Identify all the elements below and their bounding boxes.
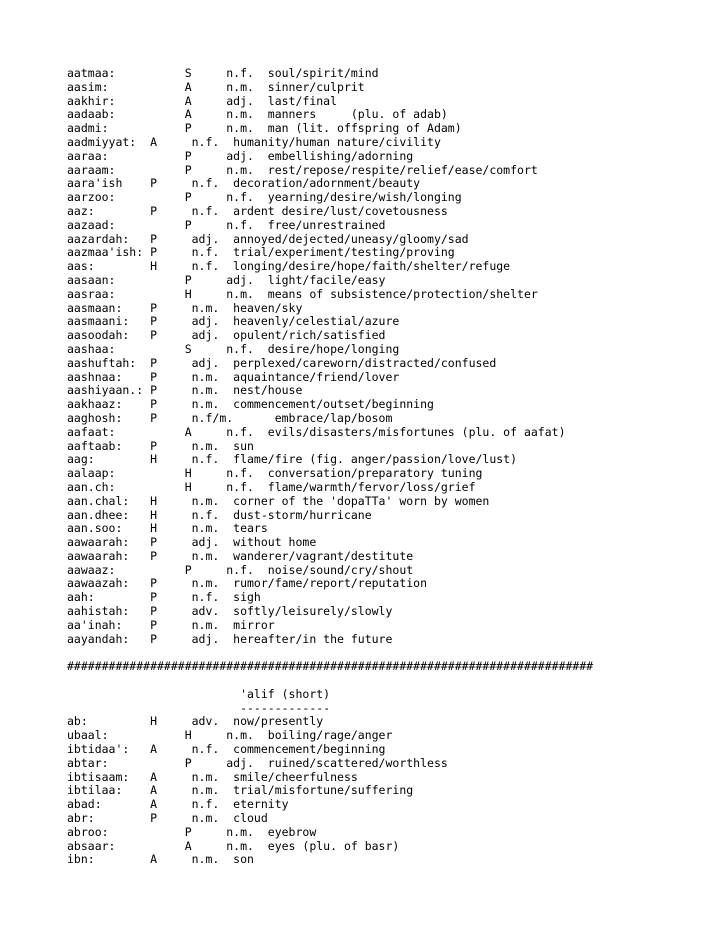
entry-aashiyaan: aashiyaan.: P n.m. nest/house [67, 383, 303, 398]
entry-aazmaaish: aazmaa'ish: P n.f. trial/experiment/testing/proving [67, 245, 455, 260]
entry-aakhaaz: aakhaaz: P n.m. commencement/outset/beginning [67, 397, 434, 412]
entry-aadmi: aadmi: P n.m. man (lit. offspring of Adam) [67, 121, 462, 136]
blank-line [67, 674, 667, 688]
entry-aasim: aasim: A n.m. sinner/culprit [67, 79, 365, 94]
entry-aasoodah: aasoodah: P adj. opulent/rich/satisfied [67, 328, 386, 343]
entry-aakhir: aakhir: A adj. last/final [67, 93, 338, 108]
entry-aaftaab: aaftaab: P n.m. sun [67, 438, 254, 453]
entry-aadmiyyat: aadmiyyat: A n.f. humanity/human nature/civility [67, 134, 441, 149]
entry-aawaarah-noun: aawaarah: P n.m. wanderer/vagrant/destitute [67, 548, 414, 563]
entry-aahistah: aahistah: P adv. softly/leisurely/slowly [67, 604, 393, 619]
entry-aadaab: aadaab: A n.m. manners (plu. of adab) [67, 107, 448, 122]
blank-line [67, 646, 667, 660]
entry-abr: abr: P n.m. cloud [67, 811, 268, 826]
entry-aaraaish: aara'ish P n.f. decoration/adornment/beauty [67, 176, 421, 191]
section-aa-entries [67, 67, 667, 646]
entry-ibtilaa: ibtilaa: A n.m. trial/misfortune/suffering [67, 783, 414, 798]
entry-aaraa: aaraa: P adj. embellishing/adorning [67, 148, 414, 163]
section-heading: 'alif (short) [67, 686, 331, 701]
entry-aaraam: aaraam: P n.m. rest/repose/respite/relief/ease/comfort [67, 162, 538, 177]
entry-aazardah: aazardah: P adj. annoyed/dejected/uneasy/gloomy/sad [67, 231, 469, 246]
entry-aas: aas: H n.f. longing/desire/hope/faith/shelter/refuge [67, 259, 511, 274]
entry-aawaaz: aawaaz: P n.f. noise/sound/cry/shout [67, 562, 414, 577]
entry-aashnaa: aashnaa: P n.m. aquaintance/friend/lover [67, 369, 400, 384]
entry-aayandah: aayandah: P adj. hereafter/in the future [67, 631, 393, 646]
section-separator: ############################################################################ [67, 659, 594, 674]
entry-aatmaa: aatmaa: S n.f. soul/spirit/mind [67, 66, 379, 80]
section-alif-short-entries [67, 715, 667, 867]
entry-abad: abad: A n.f. eternity [67, 797, 289, 812]
entry-absaar: absaar: A n.m. eyes (plu. of basr) [67, 838, 400, 853]
entry-aandhee: aan.dhee: H n.f. dust-storm/hurricane [67, 507, 372, 522]
entry-aawaazah: aawaazah: P n.m. rumor/fame/report/reputation [67, 576, 428, 591]
entry-aawaarah-adj: aawaarah: P adj. without home [67, 535, 317, 550]
entry-aansoo: aan.soo: H n.m. tears [67, 521, 268, 536]
entry-aaghosh: aaghosh: P n.f/m. embrace/lap/bosom [67, 410, 393, 425]
entry-aaz: aaz: P n.f. ardent desire/lust/covetousness [67, 203, 448, 218]
entry-aanch: aan.ch: H n.f. flame/warmth/fervor/loss/grief [67, 479, 476, 494]
entry-aashaa: aashaa: S n.f. desire/hope/longing [67, 341, 400, 356]
entry-abtar: abtar: P adj. ruined/scattered/worthless [67, 755, 448, 770]
entry-aafaat: aafaat: A n.f. evils/disasters/misfortunes (plu. of aafat) [67, 424, 566, 439]
entry-aazaad: aazaad: P n.f. free/unrestrained [67, 217, 386, 232]
entry-abroo: abroo: P n.m. eyebrow [67, 824, 317, 839]
entry-aasraa: aasraa: H n.m. means of subsistence/protection/shelter [67, 286, 538, 301]
entry-aag: aag: H n.f. flame/fire (fig. anger/passion/love/lust) [67, 452, 518, 467]
entry-aah: aah: P n.f. sigh [67, 590, 261, 605]
entry-ibn: ibn: A n.m. son [67, 852, 254, 867]
entry-aasmaan: aasmaan: P n.m. heaven/sky [67, 300, 303, 315]
entry-aainah: aa'inah: P n.m. mirror [67, 617, 275, 632]
entry-aanchal: aan.chal: H n.m. corner of the 'dopaTTa' worn by women [67, 493, 490, 508]
entry-ibtisaam: ibtisaam: A n.m. smile/cheerfulness [67, 769, 358, 784]
section-heading-underline: ------------- [67, 700, 331, 715]
entry-aasmaani: aasmaani: P adj. heavenly/celestial/azure [67, 314, 400, 329]
dictionary-page [67, 67, 667, 867]
entry-ubaal: ubaal: H n.m. boiling/rage/anger [67, 728, 393, 743]
entry-ibtidaa: ibtidaa': A n.f. commencement/beginning [67, 742, 386, 757]
entry-aasaan: aasaan: P adj. light/facile/easy [67, 272, 386, 287]
entry-aarzoo: aarzoo: P n.f. yearning/desire/wish/longing [67, 190, 462, 205]
entry-aalaap: aalaap: H n.f. conversation/preparatory tuning [67, 466, 483, 481]
entry-aashuftah: aashuftah: P adj. perplexed/careworn/distracted/confused [67, 355, 497, 370]
entry-ab: ab: H adv. now/presently [67, 714, 324, 729]
